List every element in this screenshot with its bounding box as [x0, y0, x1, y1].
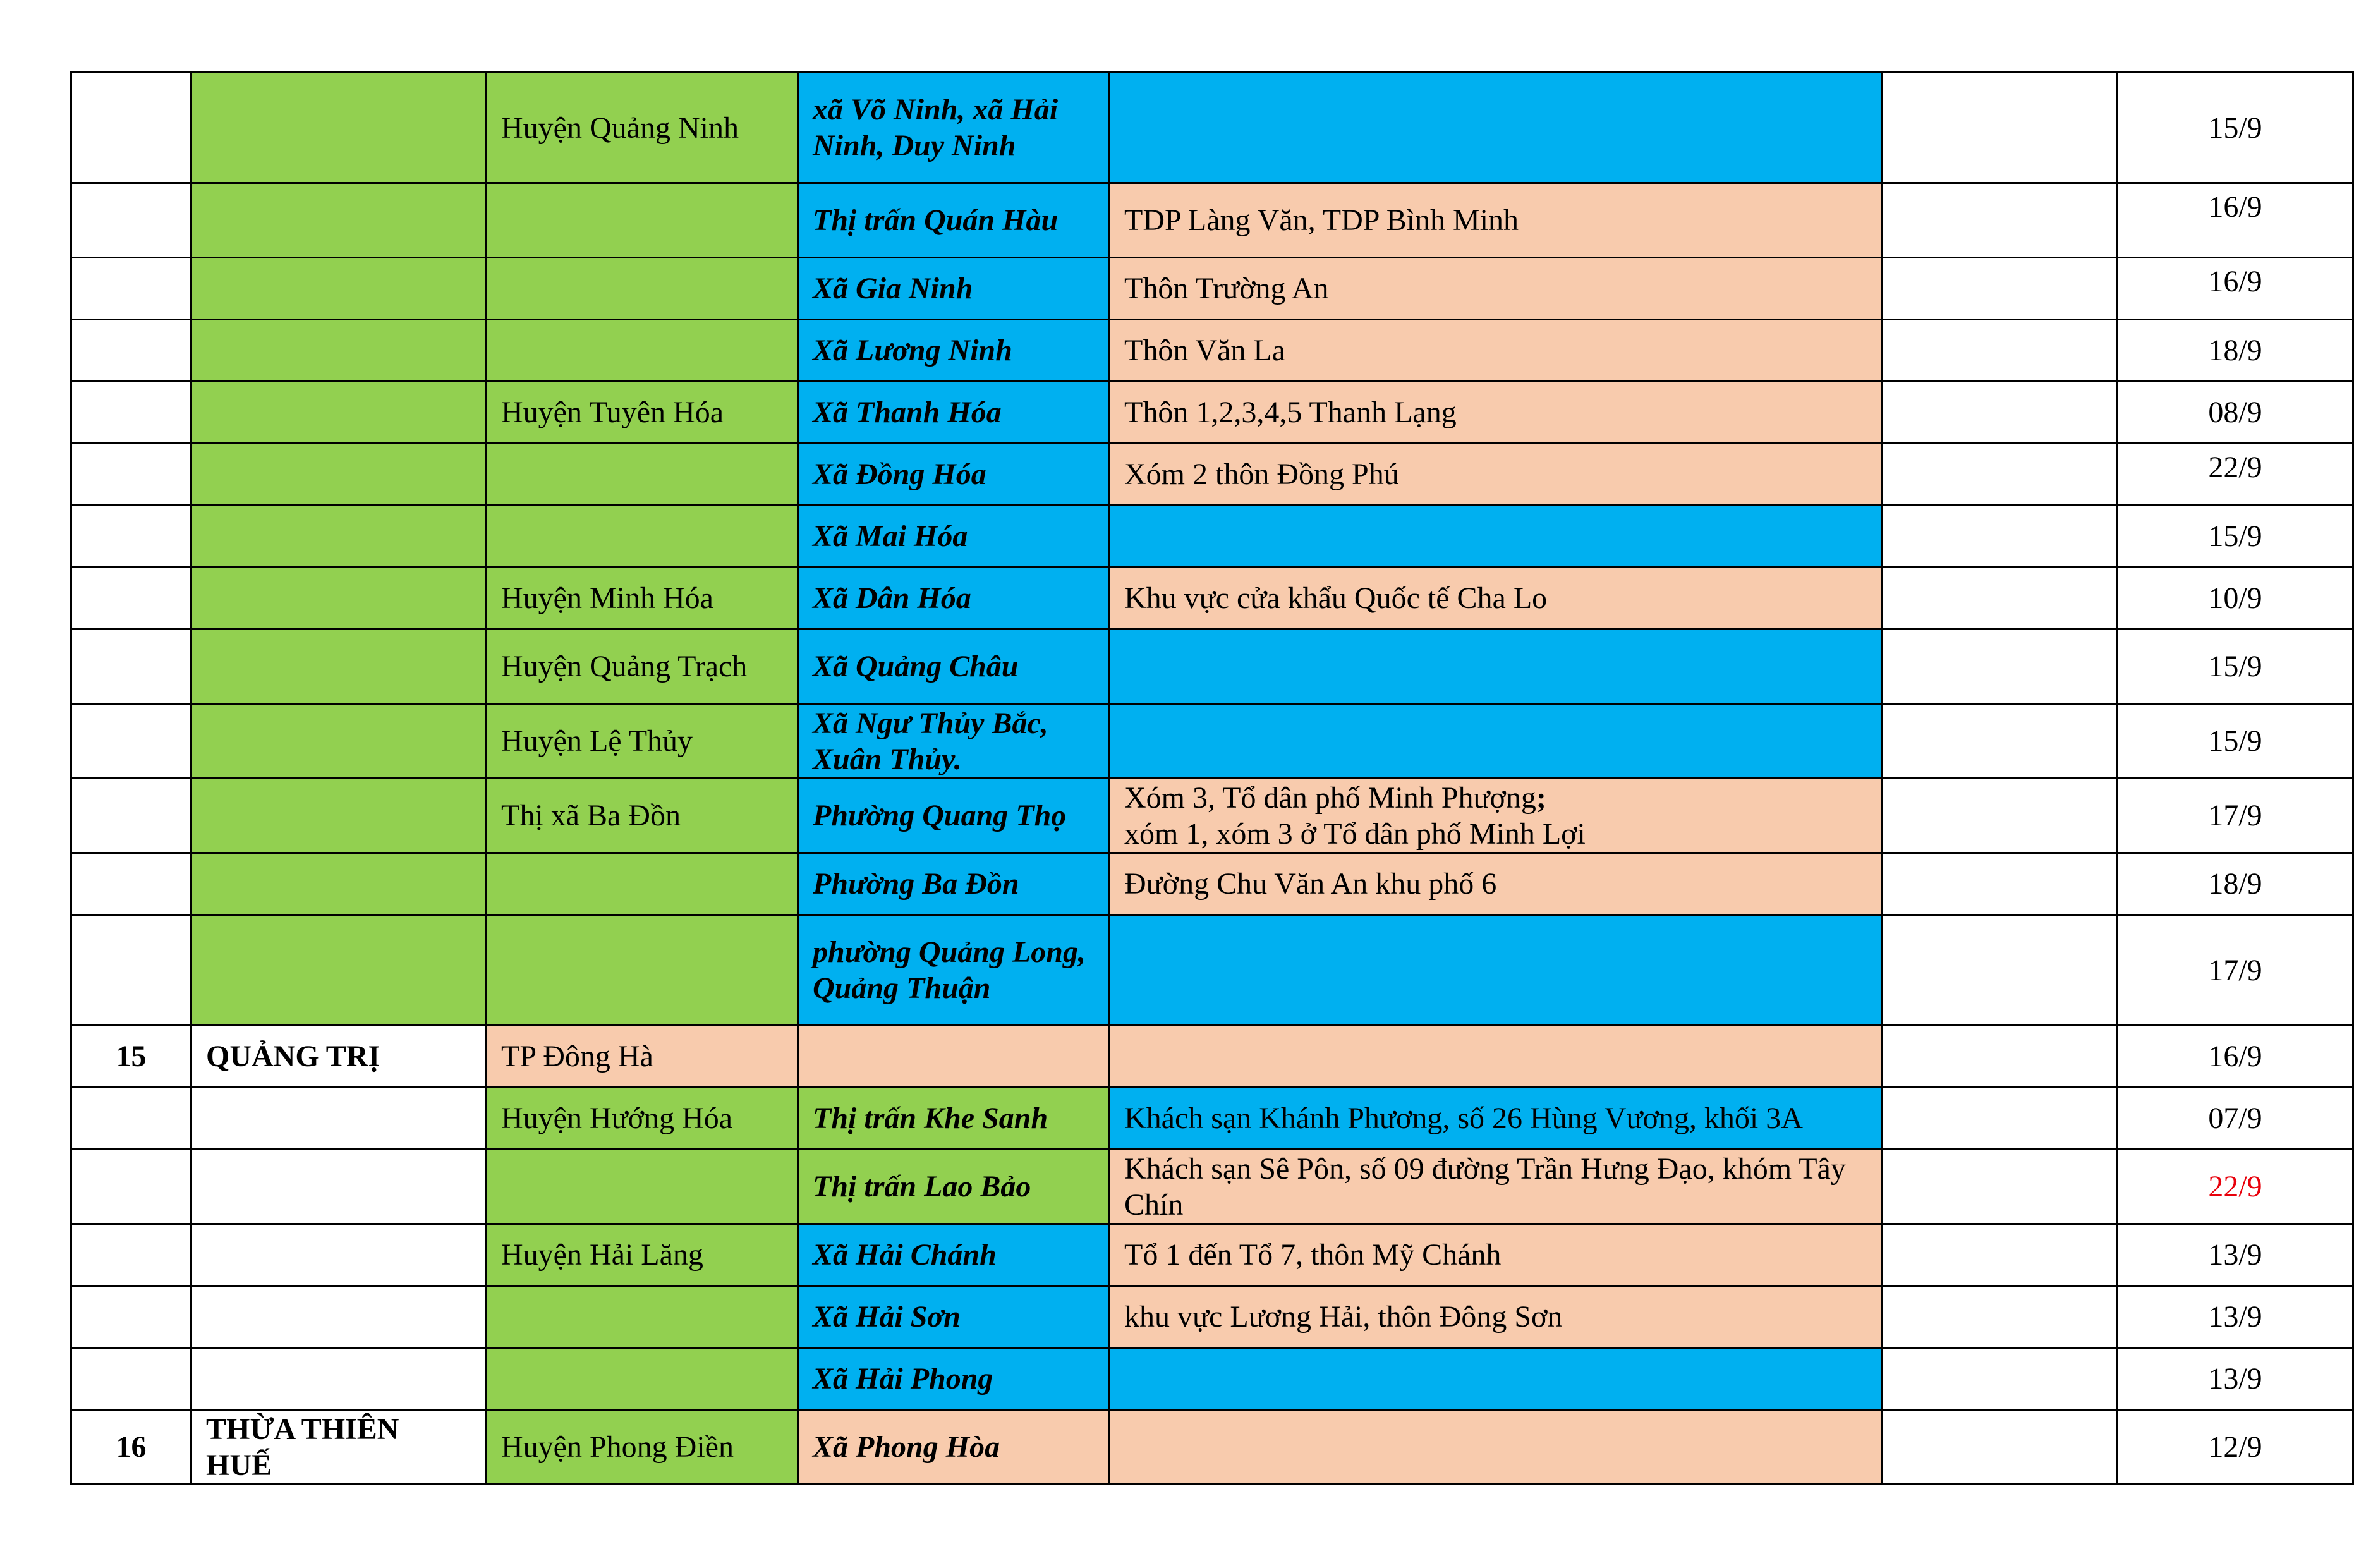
province-cell: QUẢNG TRỊ	[191, 1026, 487, 1088]
date-cell: 22/9	[2118, 1150, 2353, 1224]
table-row	[71, 1150, 2353, 1224]
blank-cell	[1883, 1286, 2118, 1348]
district-cell	[487, 915, 798, 1026]
province-cell	[191, 568, 487, 629]
stt-cell	[71, 382, 191, 444]
date-cell: 15/9	[2118, 629, 2353, 704]
date-cell: 15/9	[2118, 506, 2353, 568]
ward-cell	[798, 1026, 1110, 1088]
ward-cell: Xã Hải Sơn	[798, 1286, 1110, 1348]
date-cell: 07/9	[2118, 1088, 2353, 1150]
blank-cell	[1883, 506, 2118, 568]
stt-cell	[71, 183, 191, 258]
date-cell: 15/9	[2118, 704, 2353, 779]
ward-cell: Xã Lương Ninh	[798, 320, 1110, 382]
province-cell	[191, 1348, 487, 1410]
stt-cell	[71, 73, 191, 183]
table-row	[71, 1286, 2353, 1348]
area-separator: ;	[1536, 781, 1546, 815]
ward-cell: Thị trấn Lao Bảo	[798, 1150, 1110, 1224]
blank-cell	[1883, 1088, 2118, 1150]
ward-cell: Xã Mai Hóa	[798, 506, 1110, 568]
table-row	[71, 73, 2353, 183]
blank-cell	[1883, 258, 2118, 320]
ward-cell: Phường Ba Đồn	[798, 853, 1110, 915]
table-row	[71, 853, 2353, 915]
area-cell	[1110, 779, 1883, 853]
stt-cell	[71, 704, 191, 779]
district-cell: Huyện Quảng Trạch	[487, 629, 798, 704]
table-row	[71, 320, 2353, 382]
blank-cell	[1883, 915, 2118, 1026]
ward-cell: Xã Quảng Châu	[798, 629, 1110, 704]
district-cell: Huyện Quảng Ninh	[487, 73, 798, 183]
table-row	[71, 183, 2353, 258]
date-cell: 16/9	[2118, 258, 2353, 320]
stt-cell	[71, 1348, 191, 1410]
district-cell	[487, 1150, 798, 1224]
area-cell	[1110, 1348, 1883, 1410]
area-cell: Xóm 2 thôn Đồng Phú	[1110, 444, 1883, 506]
province-cell	[191, 1150, 487, 1224]
date-cell: 17/9	[2118, 779, 2353, 853]
province-cell	[191, 1224, 487, 1286]
ward-cell: Phường Quang Thọ	[798, 779, 1110, 853]
blank-cell	[1883, 320, 2118, 382]
province-cell	[191, 382, 487, 444]
area-cell	[1110, 506, 1883, 568]
district-cell: Huyện Hướng Hóa	[487, 1088, 798, 1150]
table-row	[71, 258, 2353, 320]
ward-cell: Thị trấn Quán Hàu	[798, 183, 1110, 258]
date-cell: 15/9	[2118, 73, 2353, 183]
district-cell	[487, 1348, 798, 1410]
date-cell: 17/9	[2118, 915, 2353, 1026]
blank-cell	[1883, 779, 2118, 853]
stt-cell	[71, 320, 191, 382]
area-cell: khu vực Lương Hải, thôn Đông Sơn	[1110, 1286, 1883, 1348]
blank-cell	[1883, 1348, 2118, 1410]
date-cell: 13/9	[2118, 1348, 2353, 1410]
area-cell: TDP Làng Văn, TDP Bình Minh	[1110, 183, 1883, 258]
table-row	[71, 568, 2353, 629]
province-cell	[191, 73, 487, 183]
blank-cell	[1883, 853, 2118, 915]
area-cell	[1110, 1026, 1883, 1088]
blank-cell	[1883, 183, 2118, 258]
table-row	[71, 1088, 2353, 1150]
province-cell	[191, 506, 487, 568]
table-row	[71, 1224, 2353, 1286]
table-row	[71, 704, 2353, 779]
area-cell: Khách sạn Sê Pôn, số 09 đường Trần Hưng Đạo, khóm Tây Chín	[1110, 1150, 1883, 1224]
date-cell: 18/9	[2118, 853, 2353, 915]
area-cell: Thôn Trường An	[1110, 258, 1883, 320]
blank-cell	[1883, 568, 2118, 629]
ward-cell: Xã Dân Hóa	[798, 568, 1110, 629]
area-cell: Tổ 1 đến Tổ 7, thôn Mỹ Chánh	[1110, 1224, 1883, 1286]
blank-cell	[1883, 73, 2118, 183]
table-row	[71, 444, 2353, 506]
province-cell	[191, 444, 487, 506]
stt-cell	[71, 915, 191, 1026]
blank-cell	[1883, 1410, 2118, 1485]
district-cell: Huyện Hải Lăng	[487, 1224, 798, 1286]
area-cell: Khách sạn Khánh Phương, số 26 Hùng Vương, khối 3A	[1110, 1088, 1883, 1150]
province-cell	[191, 704, 487, 779]
district-cell	[487, 506, 798, 568]
ward-cell: Xã Hải Phong	[798, 1348, 1110, 1410]
blank-cell	[1883, 1026, 2118, 1088]
district-cell	[487, 258, 798, 320]
date-cell: 22/9	[2118, 444, 2353, 506]
area-cell	[1110, 73, 1883, 183]
area-cell	[1110, 915, 1883, 1026]
stt-cell: 15	[71, 1026, 191, 1088]
stt-cell	[71, 258, 191, 320]
date-cell: 08/9	[2118, 382, 2353, 444]
stt-cell	[71, 1224, 191, 1286]
province-cell	[191, 258, 487, 320]
zone-table	[70, 71, 2354, 1485]
blank-cell	[1883, 629, 2118, 704]
province-cell	[191, 1088, 487, 1150]
stt-cell	[71, 1088, 191, 1150]
table-row	[71, 915, 2353, 1026]
district-cell	[487, 320, 798, 382]
area-cell: Đường Chu Văn An khu phố 6	[1110, 853, 1883, 915]
table-row	[71, 1348, 2353, 1410]
province-cell	[191, 629, 487, 704]
blank-cell	[1883, 704, 2118, 779]
ward-cell: Xã Phong Hòa	[798, 1410, 1110, 1485]
table-row	[71, 629, 2353, 704]
blank-cell	[1883, 1224, 2118, 1286]
table-row	[71, 382, 2353, 444]
stt-cell	[71, 568, 191, 629]
date-cell: 13/9	[2118, 1224, 2353, 1286]
district-cell	[487, 183, 798, 258]
table-row	[71, 506, 2353, 568]
stt-cell	[71, 506, 191, 568]
ward-cell: xã Võ Ninh, xã Hải Ninh, Duy Ninh	[798, 73, 1110, 183]
blank-cell	[1883, 1150, 2118, 1224]
province-cell	[191, 853, 487, 915]
province-cell	[191, 320, 487, 382]
area-cell	[1110, 1410, 1883, 1485]
area-cell: Khu vực cửa khẩu Quốc tế Cha Lo	[1110, 568, 1883, 629]
district-cell	[487, 1286, 798, 1348]
district-cell: Huyện Tuyên Hóa	[487, 382, 798, 444]
area-line: Xóm 3, Tổ dân phố Minh Phượng	[1124, 781, 1536, 815]
stt-cell	[71, 1150, 191, 1224]
province-cell: THỪA THIÊN HUẾ	[191, 1410, 487, 1485]
date-cell: 16/9	[2118, 1026, 2353, 1088]
ward-cell: phường Quảng Long, Quảng Thuận	[798, 915, 1110, 1026]
area-cell: Thôn Văn La	[1110, 320, 1883, 382]
stt-cell: 16	[71, 1410, 191, 1485]
date-cell: 13/9	[2118, 1286, 2353, 1348]
ward-cell: Xã Đồng Hóa	[798, 444, 1110, 506]
area-cell	[1110, 704, 1883, 779]
district-cell: Thị xã Ba Đồn	[487, 779, 798, 853]
stt-cell	[71, 779, 191, 853]
date-cell: 16/9	[2118, 183, 2353, 258]
ward-cell: Xã Thanh Hóa	[798, 382, 1110, 444]
district-cell: Huyện Minh Hóa	[487, 568, 798, 629]
ward-cell: Thị trấn Khe Sanh	[798, 1088, 1110, 1150]
table-row	[71, 1410, 2353, 1485]
province-cell	[191, 1286, 487, 1348]
province-cell	[191, 183, 487, 258]
province-cell	[191, 915, 487, 1026]
date-cell: 18/9	[2118, 320, 2353, 382]
area-cell: Thôn 1,2,3,4,5 Thanh Lạng	[1110, 382, 1883, 444]
ward-cell: Xã Hải Chánh	[798, 1224, 1110, 1286]
date-cell: 12/9	[2118, 1410, 2353, 1485]
district-cell: Huyện Lệ Thủy	[487, 704, 798, 779]
district-cell: Huyện Phong Điền	[487, 1410, 798, 1485]
date-cell: 10/9	[2118, 568, 2353, 629]
area-line: xóm 1, xóm 3 ở Tổ dân phố Minh Lợi	[1124, 817, 1586, 851]
blank-cell	[1883, 444, 2118, 506]
ward-cell: Xã Ngư Thủy Bắc, Xuân Thủy.	[798, 704, 1110, 779]
blank-cell	[1883, 382, 2118, 444]
area-cell	[1110, 629, 1883, 704]
stt-cell	[71, 853, 191, 915]
stt-cell	[71, 1286, 191, 1348]
stt-cell	[71, 629, 191, 704]
ward-cell: Xã Gia Ninh	[798, 258, 1110, 320]
table-row	[71, 779, 2353, 853]
district-cell	[487, 853, 798, 915]
province-cell	[191, 779, 487, 853]
stt-cell	[71, 444, 191, 506]
table-row	[71, 1026, 2353, 1088]
district-cell: TP Đông Hà	[487, 1026, 798, 1088]
district-cell	[487, 444, 798, 506]
